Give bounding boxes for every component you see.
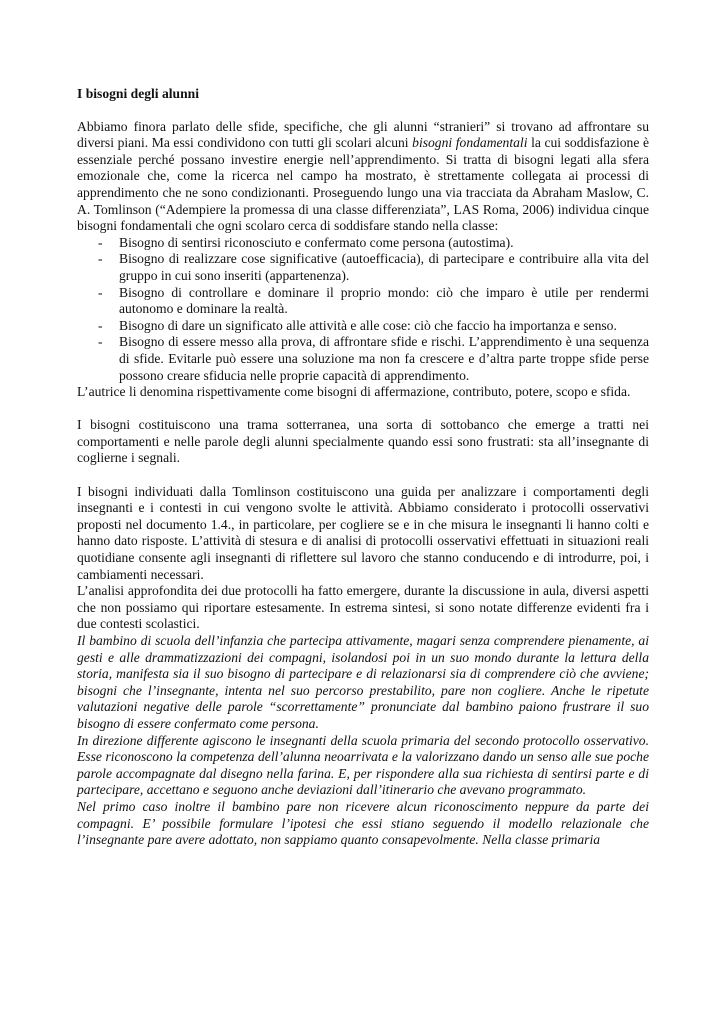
- italic-paragraph-primaria: In direzione differente agiscono le insegnanti della scuola primaria del secondo protocollo osservativo. Esse riconoscono la competenza dell’alunna neoarrivata e la valorizzano dando un senso alle sue poche parole accompagnate dal disegno nella farina. E, per rispondere alla sua richiesta di sentirsi parte e di partecipare, accettano e seguono anche deviazioni dall’itinerario che avevano programmato.: [77, 732, 649, 798]
- list-item: [98, 334, 649, 384]
- italic-paragraph-conclusion: Nel primo caso inoltre il bambino pare non ricevere alcun riconoscimento neppure da parte dei compagni. E’ possibile formulare l’ipotesi che essi stiano seguendo il modello relazionale che l’insegnante pare avere adottato, non sappiamo quanto consapevolmente. Nella classe primaria: [77, 798, 649, 848]
- list-bullet: -: [98, 234, 103, 250]
- list-bullet: -: [98, 317, 103, 333]
- intro-paragraph: [77, 119, 649, 235]
- italic-paragraph-infanzia: Il bambino di scuola dell’infanzia che partecipa attivamente, magari senza comprendere pienamente, ai gesti e alle drammatizzazioni dei compagni, isolandosi poi in un suo mondo durante la lettura della storia, manifesta sia il suo bisogno di partecipare e di relazionarsi sia di comprendere ciò che avviene; bisogni che l’insegnante, intenta nel suo percorso prestabilito, pare non cogliere. Anche le ripetute valutazioni negative delle parole “scorrettamente” pronunciate dal bambino paiono frustrare il suo bisogno di essere confermato come persona.: [77, 633, 649, 731]
- list-item-text: Bisogno di dare un significato alle attività e alle cose: ciò che faccio ha importanza e senso.: [119, 317, 617, 333]
- list-item-text: Bisogno di sentirsi riconosciuto e confermato come persona (autostima).: [119, 234, 514, 250]
- analisi-paragraph: L’analisi approfondita dei due protocolli ha fatto emergere, durante la discussione in aula, diversi aspetti che non possiamo qui riportare estesamente. In estrema sintesi, si sono notate differenze evidenti fra i due contesti scolastici.: [77, 583, 649, 632]
- document-title: I bisogni degli alunni: [77, 86, 200, 101]
- list-item: [98, 234, 649, 252]
- tomlinson-paragraph: I bisogni individuati dalla Tomlinson costituiscono una guida per analizzare i comportamenti degli insegnanti e i contesti in cui vengono svolte le attività. Abbiamo considerato i protocolli osservativi proposti nel documento 1.4., in particolare, per cogliere se e in che misura le insegnanti li hanno colti e hanno dato risposte. L’attività di stesura e di analisi di protocolli osservativi effettuati in situazioni reali quotidiane consente agli insegnanti di riflettere sul lavoro che stanno conducendo e di introdurre, poi, i cambiamenti necessari.: [77, 483, 649, 582]
- list-item-text: Bisogno di essere messo alla prova, di affrontare sfide e rischi. L’apprendimento è una sequenza di sfide. Evitarle può essere una soluzione ma non fa crescere e d’altra parte troppe sfide perse possono creare sfiducia nelle proprie capacità di apprendimento.: [119, 334, 649, 383]
- after-list-paragraph: L’autrice li denomina rispettivamente come bisogni di affermazione, contributo, potere, scopo e sfida.: [77, 384, 631, 400]
- list-item-text: Bisogno di controllare e dominare il proprio mondo: ciò che imparo è utile per rendermi autonomo e dominare la realtà.: [119, 284, 649, 317]
- document-page: [77, 86, 649, 849]
- trama-paragraph: I bisogni costituiscono una trama sotterranea, una sorta di sottobanco che emerge a tratti nei comportamenti e nelle parole degli alunni specialmente quando essi sono frustrati: sta all’insegnante di coglierne i segnali.: [77, 417, 649, 466]
- list-item-text: Bisogno di realizzare cose significative (autoefficacia), di partecipare e contribuire alla vita del gruppo in cui sono inseriti (appartenenza).: [119, 251, 649, 283]
- needs-list: [77, 235, 649, 384]
- list-bullet: -: [98, 334, 103, 350]
- list-item: [98, 251, 649, 284]
- list-bullet: -: [98, 251, 103, 267]
- list-item: [98, 317, 649, 335]
- intro-text-end: la cui soddisfazione è essenziale perché possano investire energie nell’apprendimento. Si tratta di bisogni legati alla sfera emozionale che, come la ricerca nel campo ha mostrato, è strettamente collegata ai processi di apprendimento che ne sono condizionanti. Proseguendo lungo una via tracciata da Abraham Maslow, C. A. Tomlinson (“Adempiere la promessa di una classe differenziata”, LAS Roma, 2006) individua cinque bisogni fondamentali che ogni scolaro cerca di soddisfare stando nella classe:: [77, 135, 649, 234]
- intro-text-start: Abbiamo finora parlato delle sfide, specifiche, che gli alunni “stranieri” si trovano ad affrontare su diversi piani. Ma essi condividono con tutti gli scolari alcuni: [77, 118, 649, 151]
- intro-emphasis: bisogni fondamentali: [412, 135, 528, 151]
- list-bullet: -: [98, 284, 103, 300]
- list-item: [98, 284, 649, 318]
